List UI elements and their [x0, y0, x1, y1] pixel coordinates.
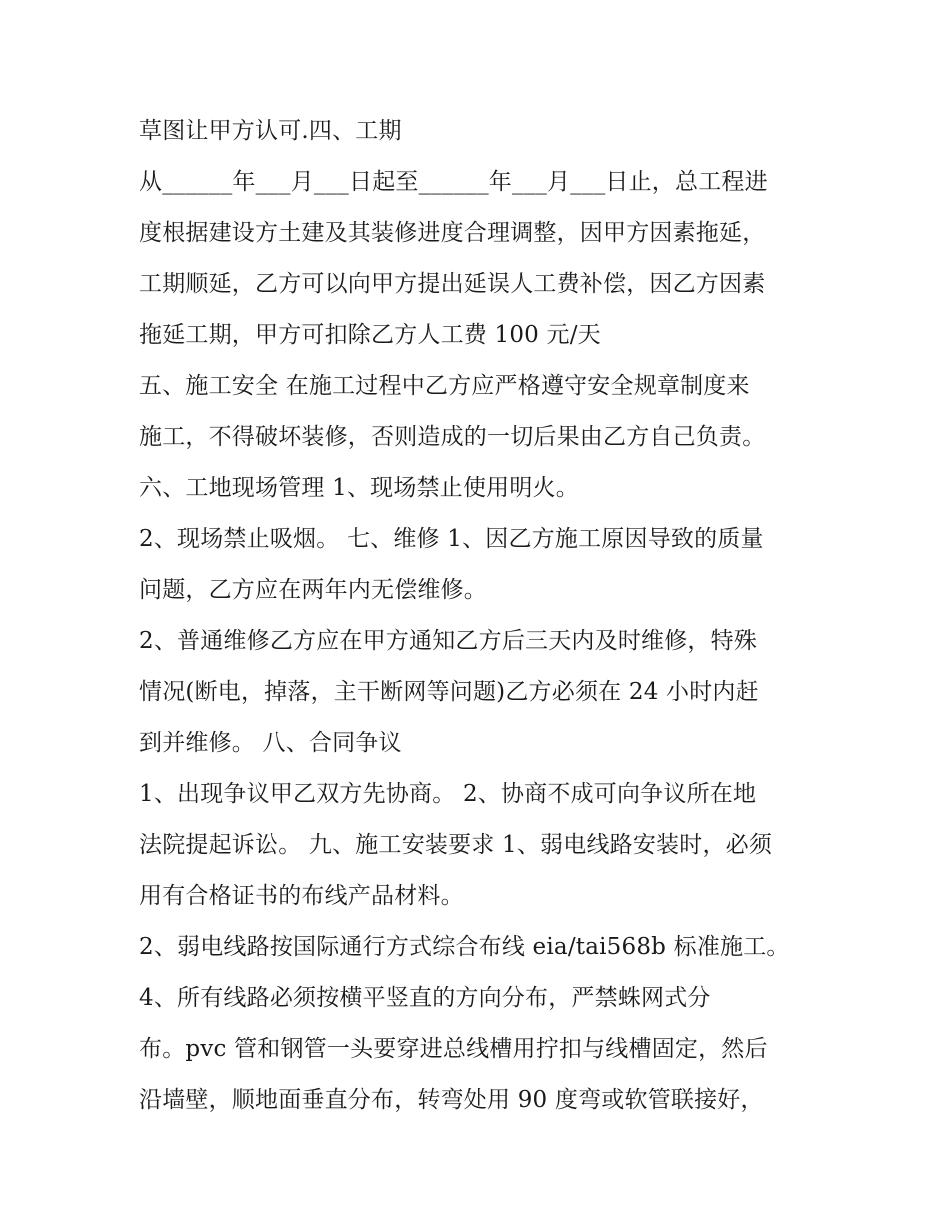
text-line: 从______年___月___日起至______年___月___日止，总工程进 — [139, 169, 768, 195]
text-line: 五、施工安全 在施工过程中乙方应严格遵守安全规章制度来 — [139, 373, 750, 399]
text-line: 问题，乙方应在两年内无偿维修。 — [139, 577, 487, 603]
text-line: 2、普通维修乙方应在甲方通知乙方后三天内及时维修，特殊 — [139, 628, 758, 654]
text-line: 法院提起诉讼。 九、施工安装要求 1、弱电线路安装时，必须 — [139, 832, 773, 858]
text-line: 度根据建设方土建及其装修进度合理调整，因甲方因素拖延， — [139, 220, 766, 246]
text-line: 草图让甲方认可.四、工期 — [139, 118, 402, 144]
text-line: 情况(断电，掉落，主干断网等问题)乙方必须在 24 小时内赶 — [139, 679, 759, 705]
text-line: 1、出现争议甲乙双方先协商。 2、协商不成可向争议所在地 — [139, 781, 757, 807]
document-body — [139, 106, 839, 1126]
text-line: 到并维修。 八、合同争议 — [139, 730, 402, 756]
text-line: 施工，不得破坏装修，否则造成的一切后果由乙方自己负责。 — [139, 424, 766, 450]
text-line: 工期顺延，乙方可以向甲方提出延误人工费补偿，因乙方因素 — [139, 271, 766, 297]
text-line: 六、工地现场管理 1、现场禁止使用明火。 — [139, 475, 579, 501]
text-line: 沿墙壁，顺地面垂直分布，转弯处用 90 度弯或软管联接好， — [139, 1087, 764, 1113]
text-line: 拖延工期，甲方可扣除乙方人工费 100 元/天 — [139, 322, 601, 348]
text-line: 4、所有线路必须按横平竖直的方向分布，严禁蛛网式分 — [139, 985, 711, 1011]
text-line: 2、弱电线路按国际通行方式综合布线 eia/tai568b 标准施工。 — [139, 934, 790, 960]
text-line: 用有合格证书的布线产品材料。 — [139, 883, 464, 909]
text-line: 布。pvc 管和钢管一头要穿进总线槽用拧扣与线槽固定，然后 — [139, 1036, 768, 1062]
text-line: 2、现场禁止吸烟。 七、维修 1、因乙方施工原因导致的质量 — [139, 526, 764, 552]
